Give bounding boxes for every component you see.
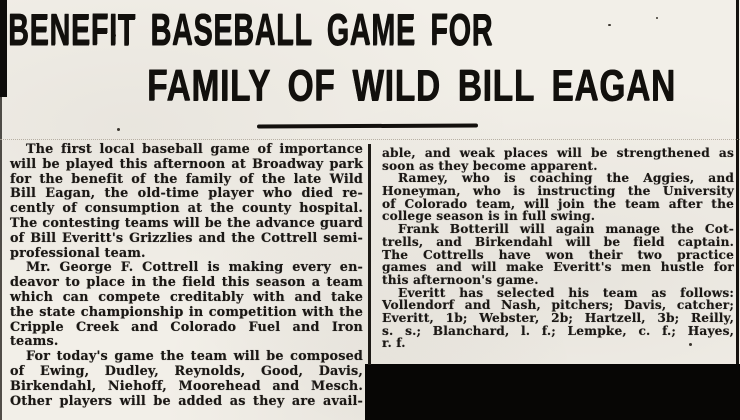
paragraph xyxy=(382,287,734,350)
scan-edge-bar xyxy=(0,0,7,97)
text-line: The contesting teams will be the advance guard xyxy=(10,215,363,231)
text-line: the state championship in competition with the xyxy=(10,304,363,320)
text-line: r. f. xyxy=(382,336,406,351)
ink-speck xyxy=(117,128,120,131)
text-line: for the benefit of the family of the late Wild xyxy=(10,171,363,187)
scan-edge-line-right xyxy=(736,0,739,365)
paragraph xyxy=(382,147,734,172)
article-column-right xyxy=(382,147,734,350)
text-line: The Cottrells have won their two practice xyxy=(382,247,734,262)
text-line: trells, and Birkendahl will be field captain. xyxy=(382,234,734,249)
ink-speck xyxy=(656,17,658,19)
text-line: Mr. George F. Cottrell is making every en- xyxy=(26,260,363,276)
text-line: of Colorado team, will join the team after the xyxy=(382,196,734,211)
text-line: Bill Eagan, the old-time player who died re- xyxy=(10,186,363,202)
text-line: which can compete creditably with and take xyxy=(10,289,363,305)
article-column-left xyxy=(10,143,363,409)
headline-divider-rule xyxy=(257,124,478,129)
text-line: deavor to place in the field this season a team xyxy=(10,275,363,291)
headline-line1: BENEFIT BASEBALL GAME FOR xyxy=(8,4,494,55)
text-line: Frank Botterill will again manage the Cot- xyxy=(398,222,734,237)
scan-dotted-line xyxy=(0,139,740,140)
paragraph xyxy=(382,223,734,286)
text-line: Birkendahl, Niehoff, Moorehead and Mesch. xyxy=(10,378,363,394)
text-line: college season is in full swing. xyxy=(382,209,596,224)
text-line: Everitt, 1b; Webster, 2b; Hartzell, 3b; Reilly, xyxy=(382,310,734,325)
paragraph xyxy=(10,261,363,350)
text-line: Other players will be added as they are avail- xyxy=(10,393,363,409)
headline-line2: FAMILY OF WILD BILL EAGAN xyxy=(147,60,676,111)
column-rule xyxy=(368,144,371,365)
text-line: For today's game the team will be composed xyxy=(26,349,363,365)
text-line: Cripple Creek and Colorado Fuel and Iron xyxy=(10,319,363,335)
text-line: teams. xyxy=(10,334,59,350)
text-line: of Ewing, Dudley, Reynolds, Good, Davis, xyxy=(10,363,363,379)
scan-black-band xyxy=(365,364,740,420)
text-line: s. s.; Blanchard, l. f.; Lempke, c. f.; Hayes, xyxy=(382,323,734,338)
text-line: soon as they become apparent. xyxy=(382,158,598,173)
text-line: Everitt has selected his team as follows: xyxy=(398,285,734,300)
text-line: of Bill Everitt's Grizzlies and the Cottrell semi- xyxy=(10,230,363,246)
text-line: cently of consumption at the county hospital. xyxy=(10,201,363,217)
ink-speck xyxy=(608,24,611,26)
text-line: Ramey, who is coaching the Aggies, and xyxy=(398,171,734,186)
text-line: Honeyman, who is instructing the University xyxy=(382,184,734,199)
text-line: this afternoon's game. xyxy=(382,272,539,287)
text-line: games and will make Everitt's men hustle for xyxy=(382,260,734,275)
text-line: professional team. xyxy=(10,245,146,261)
text-line: Vollendorf and Nash, pitchers; Davis, catcher; xyxy=(382,298,734,313)
paragraph xyxy=(382,172,734,223)
text-line: The first local baseball game of importance xyxy=(26,142,363,157)
text-line: will be played this afternoon at Broadway park xyxy=(10,156,363,172)
paragraph xyxy=(10,350,363,409)
text-line: able, and weak places will be strengthened as xyxy=(382,146,734,160)
paragraph xyxy=(10,143,363,261)
scan-edge-line-left xyxy=(0,97,2,420)
